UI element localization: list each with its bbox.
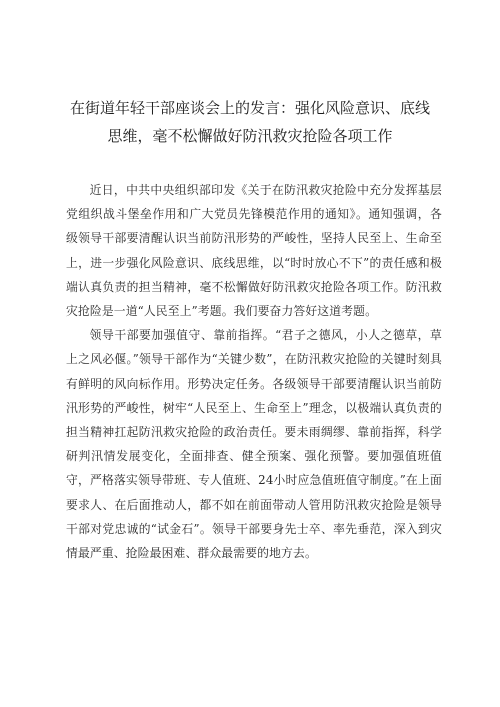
title-line-1: 在街道年轻干部座谈会上的发言：强化风险意识、底线 [69,99,430,117]
paragraph-1: 近日，中共中央组织部印发《关于在防汛救灾抢险中充分发挥基层党组织战斗堡垒作用和广大党员先锋模范作用的通知》。通知强调，各级领导干部要清醒认识当前防汛形势的严峻性，坚持人民至上、生命至上，进一步强化风险意识、底线思维，以“时时放心不下”的责任感和极端认真负责的担当精神，毫不松懈做好防汛救灾抢险各项工作。防汛救灾抢险是一道“人民至上”考题。我们要奋力答好这道考题。 [66,183,442,319]
paragraph-2: 领导干部要加强值守、靠前指挥。“君子之德风，小人之德草，草上之风必偃。”领导干部作为“关键少数”，在防汛救灾抢险的关键时刻具有鲜明的风向标作用。形势决定任务。各级领导干部要清醒认识当前防汛形势的严峻性，树牢“人民至上、生命至上”理念，以极端认真负责的担当精神扛起防汛救灾抢险的政治责任。要未雨绸缪、靠前指挥，科学研判汛情发展变化，全面排查、健全预案、强化预警。要加强值班值守，严格落实领导带班、专人值班、24小时应急值班值守制度。”在上面要求人、在后面推动人，都不如在前面带动人管用防汛救灾抢险是领导干部对党忠诚的“试金石”。领导干部要身先士卒、率先垂范，深入到灾情最严重、抢险最困难、群众最需要的地方去。 [66,328,442,561]
title-line-2: 思维，毫不松懈做好防汛救灾抢险各项工作 [107,127,393,145]
document-body [66,178,442,565]
document-title [60,94,440,150]
